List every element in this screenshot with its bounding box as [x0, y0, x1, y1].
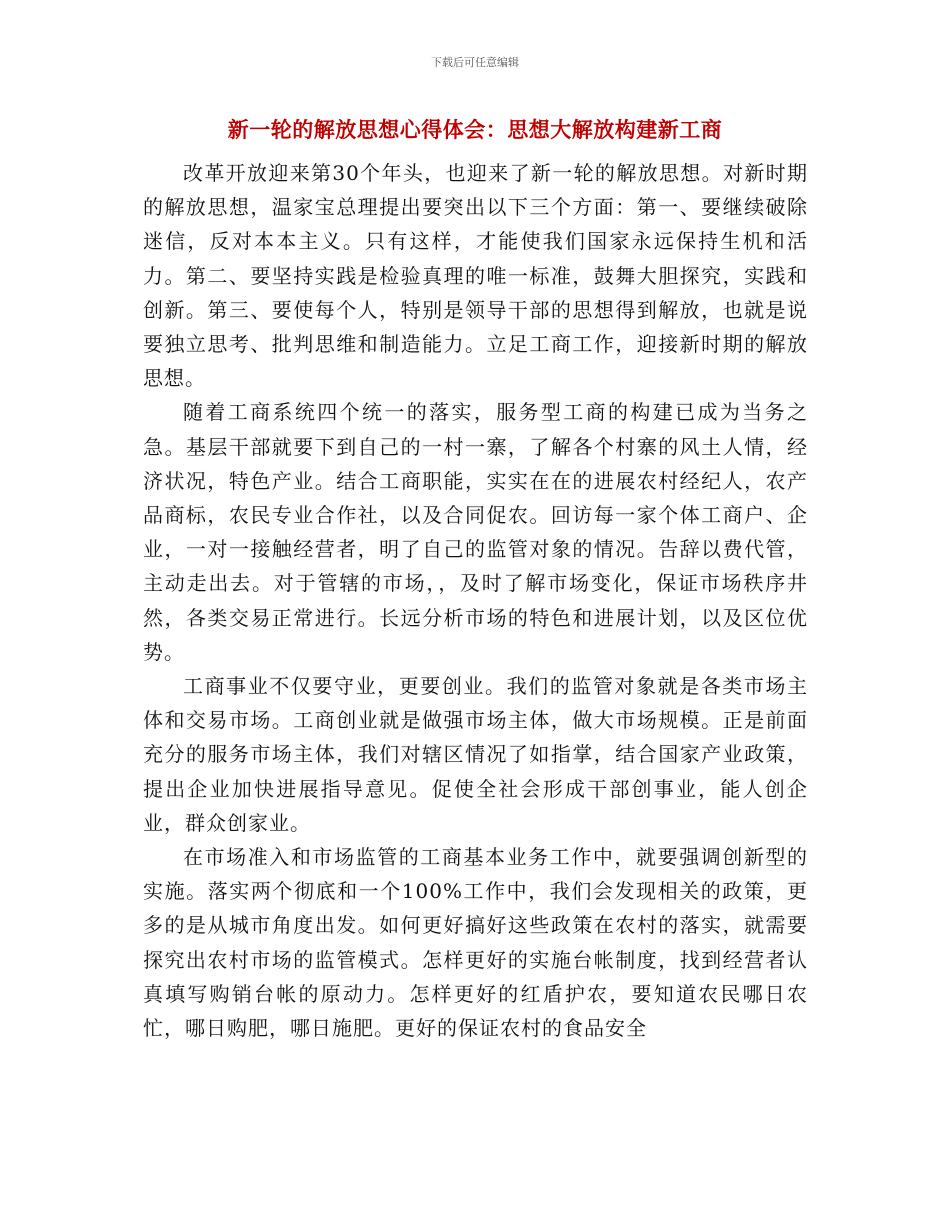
paragraph-4: 在市场准入和市场监管的工商基本业务工作中，就要强调创新型的实施。落实两个彻底和一个100%工作中，我们会发现相关的政策，更多的是从城市角度出发。如何更好搞好这些政策在农村的落实，就需要探究出农村市场的监管模式。怎样更好的实施台帐制度，找到经营者认真填写购销台帐的原动力。怎样更好的红盾护农，要知道农民哪日农忙，哪日购肥，哪日施肥。更好的保证农村的食品安全: [143, 845, 808, 1041]
document-title: 新一轮的解放思想心得体会：思想大解放构建新工商: [227, 118, 723, 142]
paragraph-2: 随着工商系统四个统一的落实，服务型工商的构建已成为当务之急。基层干部就要下到自己的一村一寨，了解各个村寨的风土人情，经济状况，特色产业。结合工商职能，实实在在的进展农村经纪人，农产品商标，农民专业合作社，以及合同促农。回访每一家个体工商户、企业，一对一接触经营者，明了自己的监管对象的情况。告辞以费代管，主动走出去。对于管辖的市场，，及时了解市场变化，保证市场秩序井然，各类交易正常进行。长远分析市场的特色和进展计划，以及区位优势。: [143, 400, 808, 664]
header-note: 下载后可任意编辑: [431, 56, 519, 69]
document-body: [143, 156, 808, 1045]
paragraph-3: 工商事业不仅要守业，更要创业。我们的监管对象就是各类市场主体和交易市场。工商创业就是做强市场主体，做大市场规模。正是前面充分的服务市场主体，我们对辖区情况了如指掌，结合国家产业政策，提出企业加快进展指导意见。促使全社会形成干部创事业，能人创企业，群众创家业。: [143, 674, 808, 835]
paragraph-1: 改革开放迎来第30个年头，也迎来了新一轮的解放思想。对新时期的解放思想，温家宝总理提出要突出以下三个方面：第一、要继续破除迷信，反对本本主义。只有这样，才能使我们国家永远保持生机和活力。第二、要坚持实践是检验真理的唯一标准，鼓舞大胆探究，实践和创新。第三、要使每个人，特别是领导干部的思想得到解放，也就是说要独立思考、批判思维和制造能力。立足工商工作，迎接新时期的解放思想。: [143, 161, 808, 391]
